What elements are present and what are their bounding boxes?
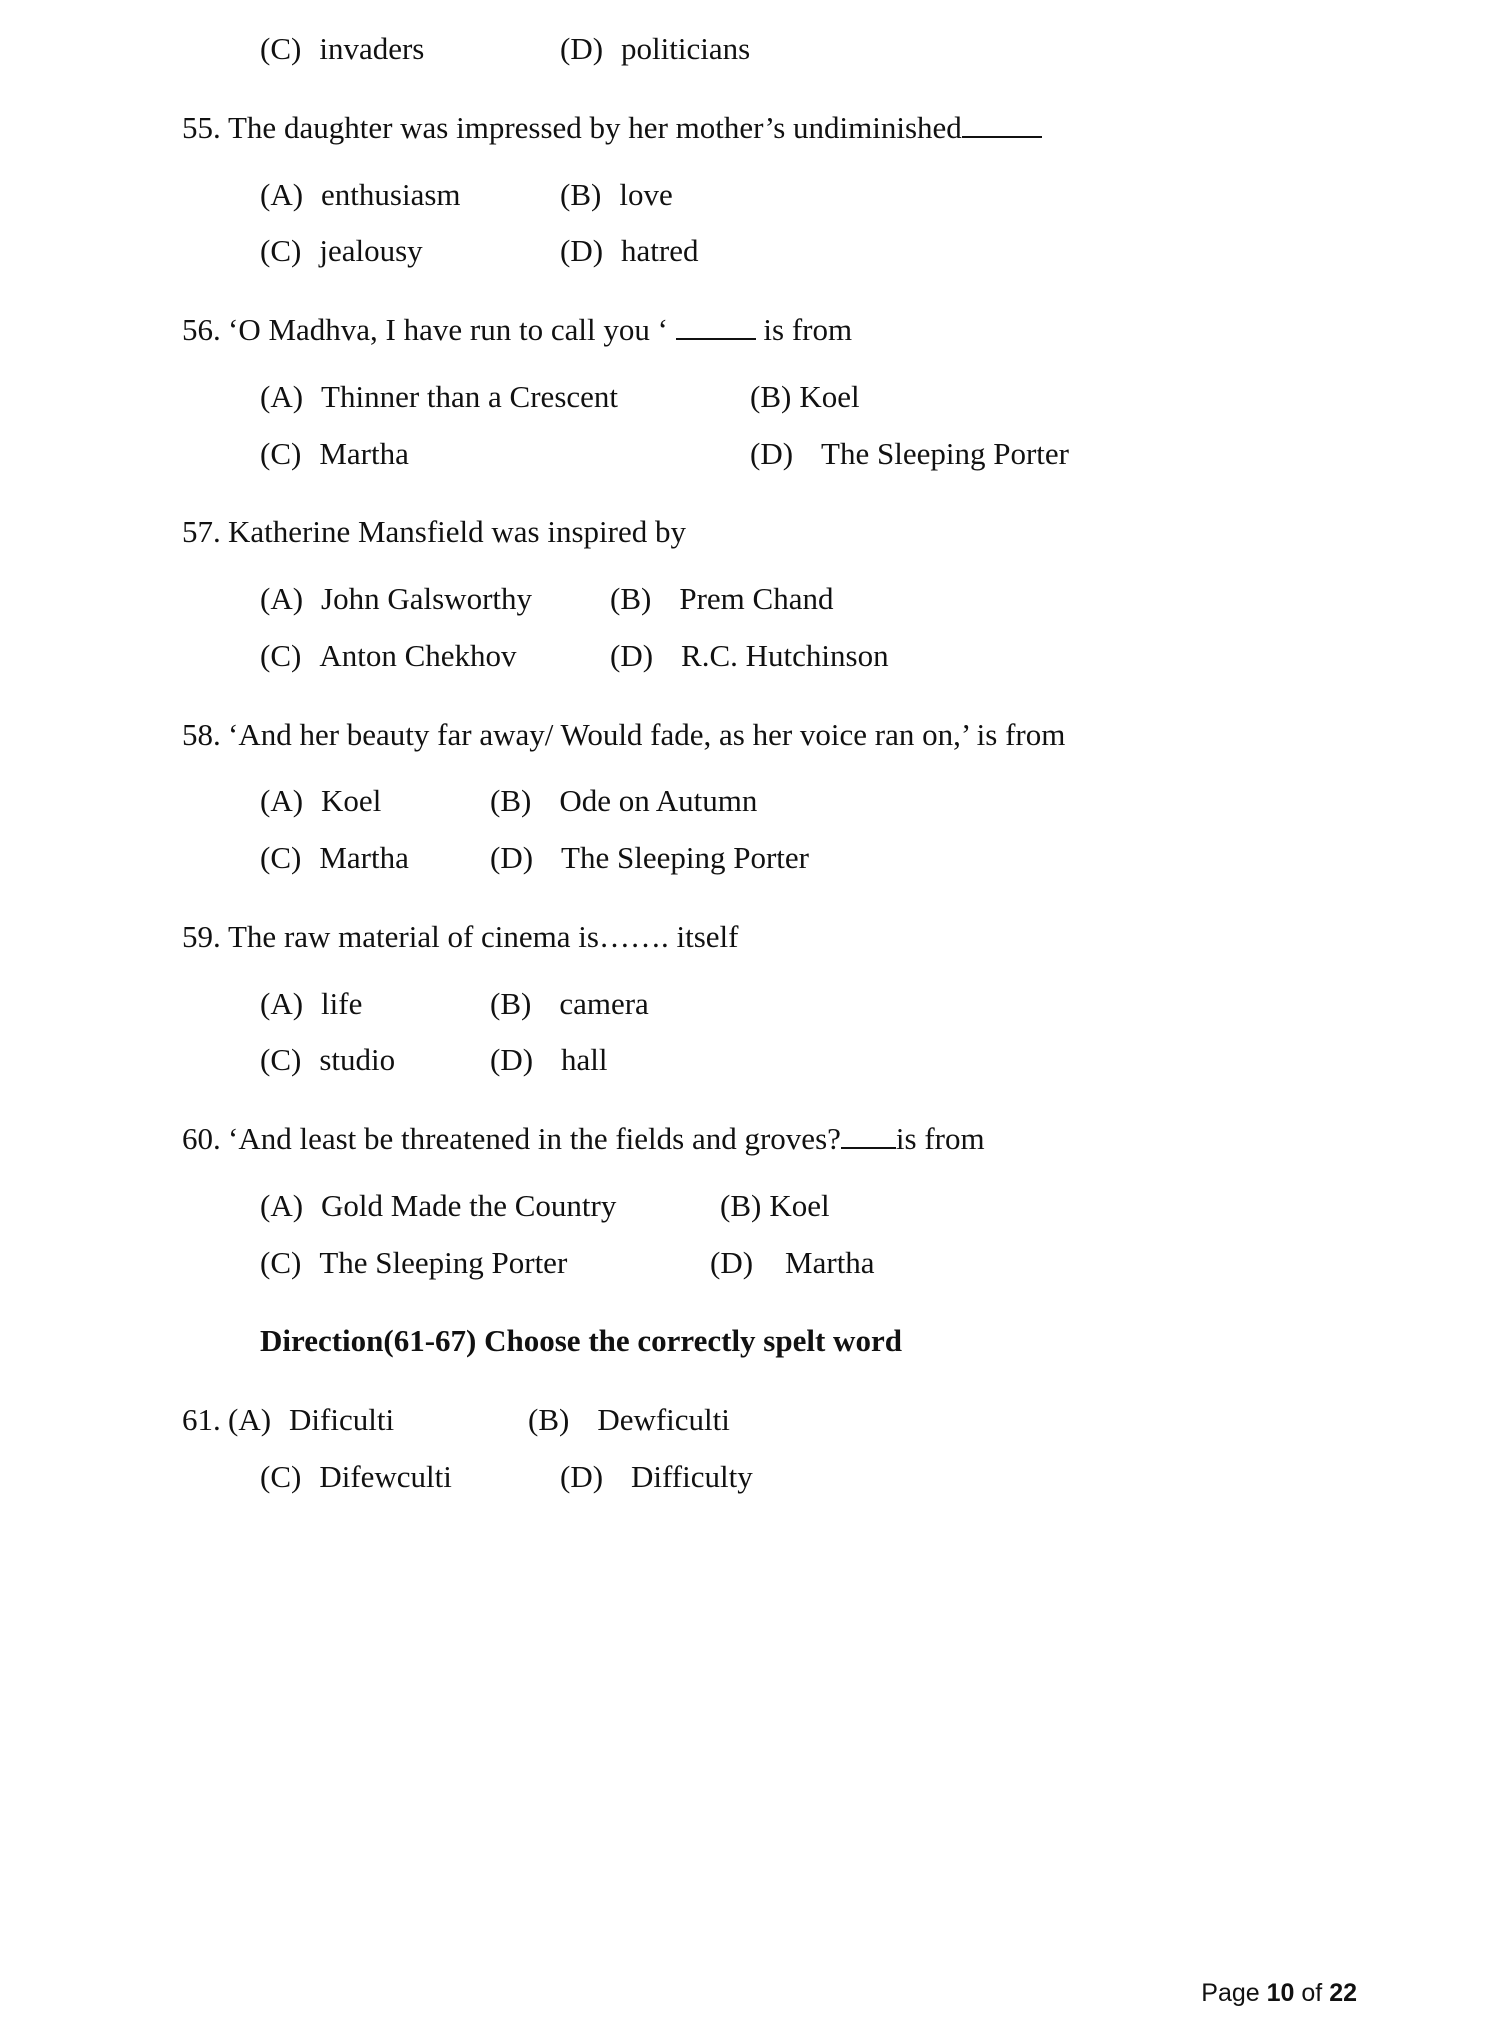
option-tag: (D) (560, 233, 604, 269)
option-b (610, 580, 833, 619)
option-a (260, 985, 490, 1024)
spacer (150, 1367, 1355, 1401)
option-tag: (D) (490, 840, 534, 875)
option-c (260, 30, 560, 69)
question-number: 58. (182, 716, 221, 752)
option-label: The Sleeping Porter (821, 435, 1069, 471)
question-60 (150, 1120, 1355, 1282)
option-row (150, 1244, 1355, 1283)
option-label: life (321, 985, 363, 1021)
option-label: R.C. Hutchinson (681, 637, 889, 673)
option-tag: (B) (610, 581, 652, 616)
question-stem-before: ‘O Madhva, I have run to call you ‘ (228, 312, 668, 347)
option-tag: (C) (260, 1244, 302, 1280)
spacer (150, 1446, 1355, 1458)
question-58 (150, 716, 1355, 878)
option-label: Martha (319, 435, 409, 471)
option-a (228, 1401, 528, 1440)
option-tag: (B) (560, 176, 602, 212)
option-d (610, 637, 889, 676)
option-row (150, 1187, 1355, 1226)
option-d (560, 232, 699, 271)
option-row (150, 1041, 1355, 1080)
option-label: Martha (785, 1244, 875, 1280)
question-text: Katherine Mansfield was inspired by (228, 514, 686, 550)
option-tag: (B) (528, 1402, 570, 1437)
option-tag: (C) (260, 233, 302, 269)
option-tag: (B) (490, 985, 532, 1021)
option-a (260, 378, 750, 417)
option-label: Koel (799, 378, 860, 414)
option-tag: (B) (720, 1187, 762, 1223)
option-tag: (A) (228, 1402, 272, 1437)
option-d (560, 30, 750, 69)
answer-blank (962, 136, 1042, 138)
question-55 (150, 109, 1355, 271)
option-row (150, 232, 1355, 271)
spacer (150, 558, 1355, 580)
question-number: 56. (182, 312, 221, 347)
question-59 (150, 918, 1355, 1080)
option-b (720, 1187, 830, 1226)
option-row (150, 1458, 1355, 1497)
footer-total-pages: 22 (1329, 1979, 1357, 2007)
option-tag: (A) (260, 581, 304, 616)
spacer (150, 1165, 1355, 1187)
option-a (260, 1187, 720, 1226)
answer-blank (676, 338, 756, 340)
question-number: 57. (182, 514, 221, 550)
option-tag: (C) (260, 637, 302, 673)
option-label: Koel (321, 783, 382, 819)
option-row-carryover (150, 30, 1355, 69)
option-row (150, 580, 1355, 619)
spacer (150, 356, 1355, 378)
option-b (490, 985, 649, 1024)
option-label: Anton Chekhov (319, 637, 517, 673)
answer-blank (841, 1147, 896, 1149)
question-line (150, 918, 1355, 957)
spacer (150, 682, 1355, 716)
option-label: invaders (319, 31, 425, 66)
option-row (150, 637, 1355, 676)
option-d (750, 435, 1069, 474)
spacer (150, 1232, 1355, 1244)
option-tag: (A) (260, 783, 304, 819)
question-text: ‘And her beauty far away/ Would fade, as her voice ran on,’ is from (228, 716, 1066, 752)
option-label: Gold Made the Country (321, 1187, 617, 1223)
direction-heading: Direction(61-67) Choose the correctly spelt word (260, 1323, 902, 1359)
spacer (150, 1288, 1355, 1322)
option-tag: (D) (490, 1042, 534, 1078)
option-row (150, 378, 1355, 417)
question-number: 59. (182, 918, 221, 954)
spacer (150, 154, 1355, 176)
option-b (528, 1401, 730, 1440)
option-label: jealousy (319, 233, 423, 269)
question-stem-after: is from (895, 1121, 985, 1156)
question-text: The raw material of cinema is……. itself (228, 918, 739, 954)
question-56 (150, 311, 1355, 473)
option-label: Dewficulti (597, 1402, 730, 1437)
question-line (150, 513, 1355, 552)
footer-of: of (1301, 1979, 1323, 2007)
option-d (490, 839, 809, 878)
option-tag: (A) (260, 176, 304, 212)
option-label: Koel (769, 1187, 830, 1223)
option-label: camera (559, 985, 649, 1021)
option-a (260, 580, 610, 619)
option-d (710, 1244, 875, 1283)
option-row (150, 782, 1355, 821)
option-tag: (A) (260, 378, 304, 414)
option-label: love (619, 176, 673, 212)
question-text (228, 109, 1042, 148)
question-number: 60. (182, 1121, 221, 1156)
question-text (228, 1120, 985, 1159)
question-stem: The daughter was impressed by her mother’s undiminished (228, 109, 962, 145)
option-d (490, 1041, 608, 1080)
spacer (150, 479, 1355, 513)
option-tag: (A) (260, 1187, 304, 1223)
option-row (150, 985, 1355, 1024)
option-tag: (D) (710, 1244, 754, 1280)
option-tag: (C) (260, 435, 302, 471)
option-label: Thinner than a Crescent (321, 378, 619, 414)
option-row (150, 435, 1355, 474)
option-tag: (B) (490, 783, 532, 819)
option-c (260, 1458, 560, 1497)
footer-page-number: 10 (1266, 1979, 1295, 2007)
option-c (260, 637, 610, 676)
option-label: Difficulty (631, 1458, 753, 1494)
question-number: 55. (182, 109, 221, 145)
spacer (150, 1086, 1355, 1120)
option-c (260, 232, 560, 271)
option-tag: (C) (260, 31, 302, 66)
option-row (150, 176, 1355, 215)
question-57 (150, 513, 1355, 675)
option-label: Ode on Autumn (559, 783, 758, 819)
option-tag: (D) (560, 1458, 604, 1494)
option-tag: (C) (260, 1458, 302, 1494)
option-c (260, 1244, 710, 1283)
option-tag: (C) (260, 840, 302, 875)
option-b (750, 378, 860, 417)
option-label: Dificulti (289, 1402, 395, 1437)
spacer (150, 625, 1355, 637)
option-label: John Galsworthy (321, 581, 533, 616)
question-number: 61. (182, 1402, 221, 1437)
option-tag: (A) (260, 985, 304, 1021)
option-label: studio (319, 1042, 396, 1078)
option-label: The Sleeping Porter (319, 1244, 568, 1280)
spacer (150, 423, 1355, 435)
page-footer (1201, 1979, 1357, 2008)
question-stem-before: ‘And least be threatened in the fields and groves? (228, 1121, 841, 1156)
option-a (260, 176, 560, 215)
spacer (150, 1029, 1355, 1041)
option-label: The Sleeping Porter (561, 840, 809, 875)
option-b (560, 176, 673, 215)
spacer (150, 760, 1355, 782)
option-c (260, 435, 750, 474)
footer-prefix: Page (1201, 1979, 1260, 2007)
option-c (260, 1041, 490, 1080)
option-label: Martha (319, 840, 409, 875)
spacer (150, 963, 1355, 985)
question-line (150, 1120, 1355, 1159)
question-line (150, 311, 1355, 350)
option-label: Difewculti (319, 1458, 452, 1494)
option-tag: (D) (560, 31, 604, 66)
option-label: hall (561, 1042, 608, 1078)
spacer (150, 220, 1355, 232)
option-label: enthusiasm (321, 176, 461, 212)
option-tag: (B) (750, 378, 792, 414)
spacer (150, 827, 1355, 839)
question-line (150, 109, 1355, 148)
question-line (150, 716, 1355, 755)
option-label: Prem Chand (679, 581, 834, 616)
option-label: hatred (621, 233, 699, 269)
option-b (490, 782, 757, 821)
option-row (150, 839, 1355, 878)
spacer (150, 277, 1355, 311)
question-61 (150, 1401, 1355, 1497)
question-text (228, 311, 852, 350)
question-line (150, 1401, 1355, 1440)
option-c (260, 839, 490, 878)
spacer (150, 75, 1355, 109)
option-label: politicians (621, 31, 751, 66)
question-stem-after: is from (763, 312, 853, 347)
option-tag: (C) (260, 1042, 302, 1078)
spacer (150, 884, 1355, 918)
option-tag: (D) (750, 435, 794, 471)
option-a (260, 782, 490, 821)
option-d (560, 1458, 753, 1497)
option-tag: (D) (610, 637, 654, 673)
